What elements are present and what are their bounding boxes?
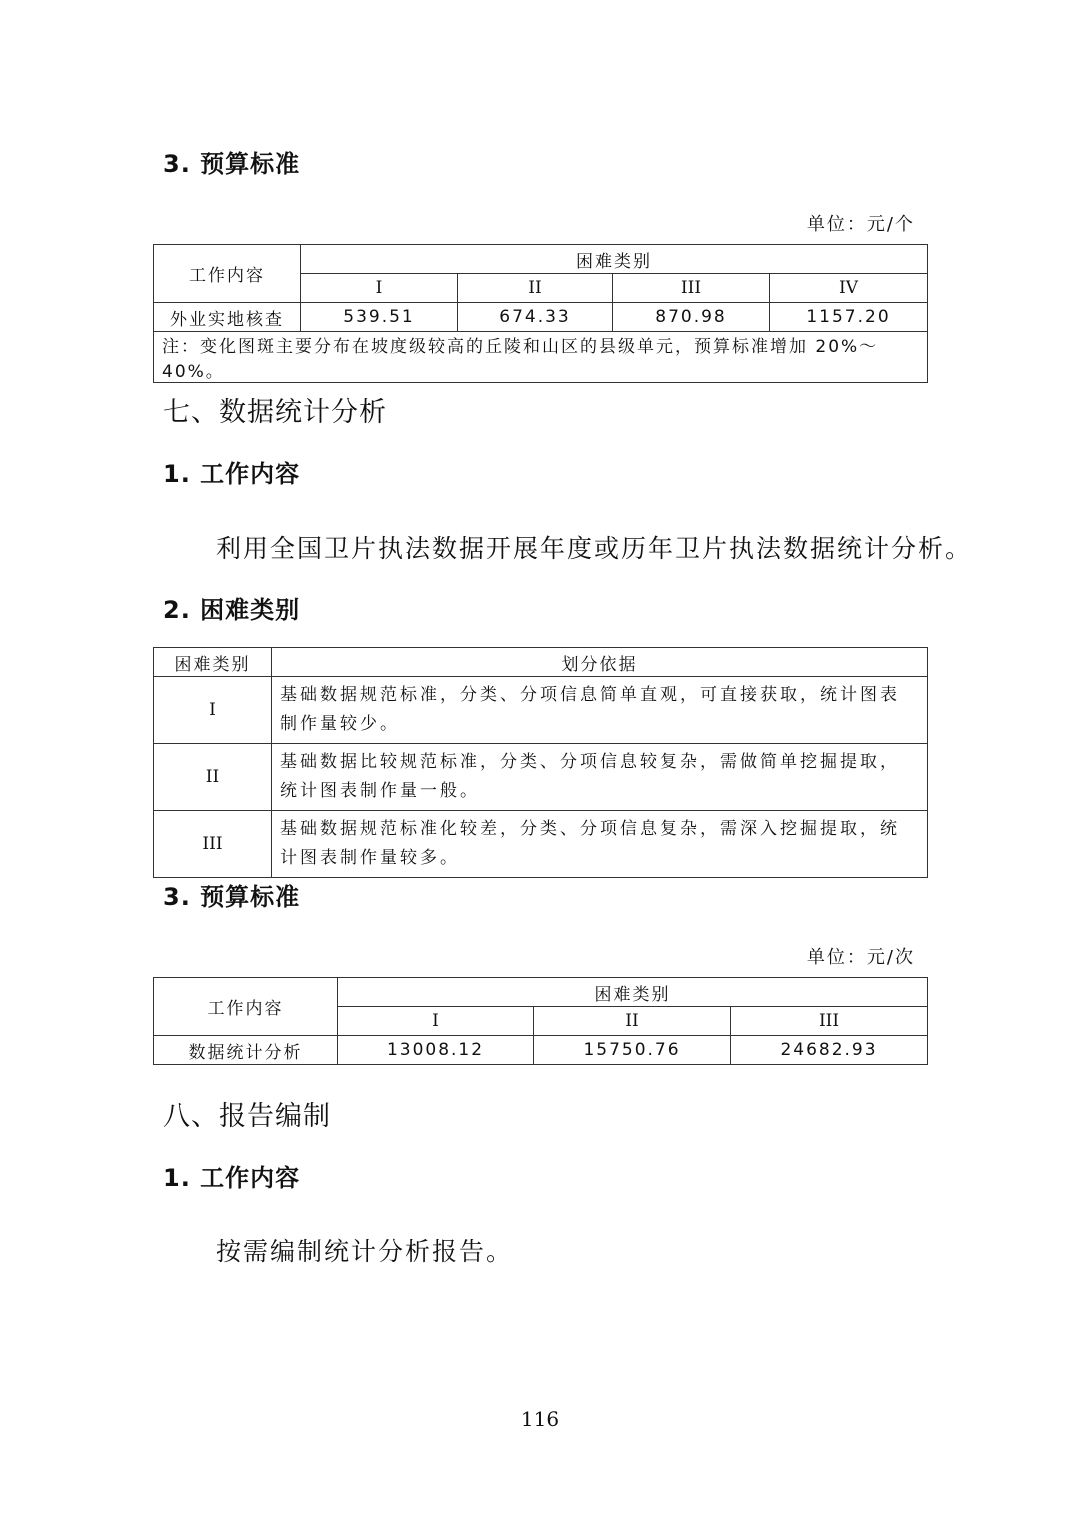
level-cell: I: [301, 274, 458, 303]
section-8-title: 八、报告编制: [163, 1101, 331, 1132]
value-cell: 13008.12: [338, 1036, 534, 1065]
unit-label-2: 单位：元/次: [806, 947, 915, 968]
section-8-work-heading: 1. 工作内容: [163, 1164, 301, 1192]
header-difficulty: 困难类别: [301, 245, 928, 274]
category-cell: II: [154, 744, 272, 811]
table-note: 注：变化图斑主要分布在坡度级较高的丘陵和山区的县级单元，预算标准增加 20%～40%。: [154, 332, 928, 383]
header-difficulty: 困难类别: [338, 978, 928, 1007]
level-cell: IV: [770, 274, 928, 303]
row-label: 外业实地核查: [154, 303, 301, 332]
level-cell: I: [338, 1007, 534, 1036]
section-7-difficulty-heading: 2. 困难类别: [163, 596, 301, 624]
unit-label-1: 单位：元/个: [806, 214, 915, 235]
section-7-work-heading: 1. 工作内容: [163, 460, 301, 488]
level-cell: II: [458, 274, 613, 303]
section-7-title: 七、数据统计分析: [163, 397, 387, 428]
budget-heading-1: 3. 预算标准: [163, 150, 301, 178]
value-cell: 15750.76: [534, 1036, 731, 1065]
basis-cell: 基础数据比较规范标准，分类、分项信息较复杂，需做简单挖掘提取，统计图表制作量一般。: [272, 744, 928, 811]
header-work-content: 工作内容: [154, 245, 301, 303]
row-label: 数据统计分析: [154, 1036, 338, 1065]
level-cell: III: [613, 274, 770, 303]
page-number: 116: [520, 1407, 560, 1431]
level-cell: III: [731, 1007, 928, 1036]
basis-cell: 基础数据规范标准，分类、分项信息简单直观，可直接获取，统计图表制作量较少。: [272, 677, 928, 744]
value-cell: 1157.20: [770, 303, 928, 332]
section-7-work-text: 利用全国卫片执法数据开展年度或历年卫片执法数据统计分析。: [216, 534, 973, 563]
header-basis: 划分依据: [272, 648, 928, 677]
value-cell: 674.33: [458, 303, 613, 332]
value-cell: 539.51: [301, 303, 458, 332]
difficulty-table: [153, 647, 928, 878]
value-cell: 24682.93: [731, 1036, 928, 1065]
category-cell: I: [154, 677, 272, 744]
header-work-content: 工作内容: [154, 978, 338, 1036]
section-7-budget-heading: 3. 预算标准: [163, 883, 301, 911]
category-cell: III: [154, 811, 272, 878]
header-category: 困难类别: [154, 648, 272, 677]
section-8-work-text: 按需编制统计分析报告。: [216, 1237, 514, 1266]
level-cell: II: [534, 1007, 731, 1036]
budget-table-2: [153, 977, 928, 1065]
value-cell: 870.98: [613, 303, 770, 332]
budget-table-1: [153, 244, 928, 383]
basis-cell: 基础数据规范标准化较差，分类、分项信息复杂，需深入挖掘提取，统计图表制作量较多。: [272, 811, 928, 878]
